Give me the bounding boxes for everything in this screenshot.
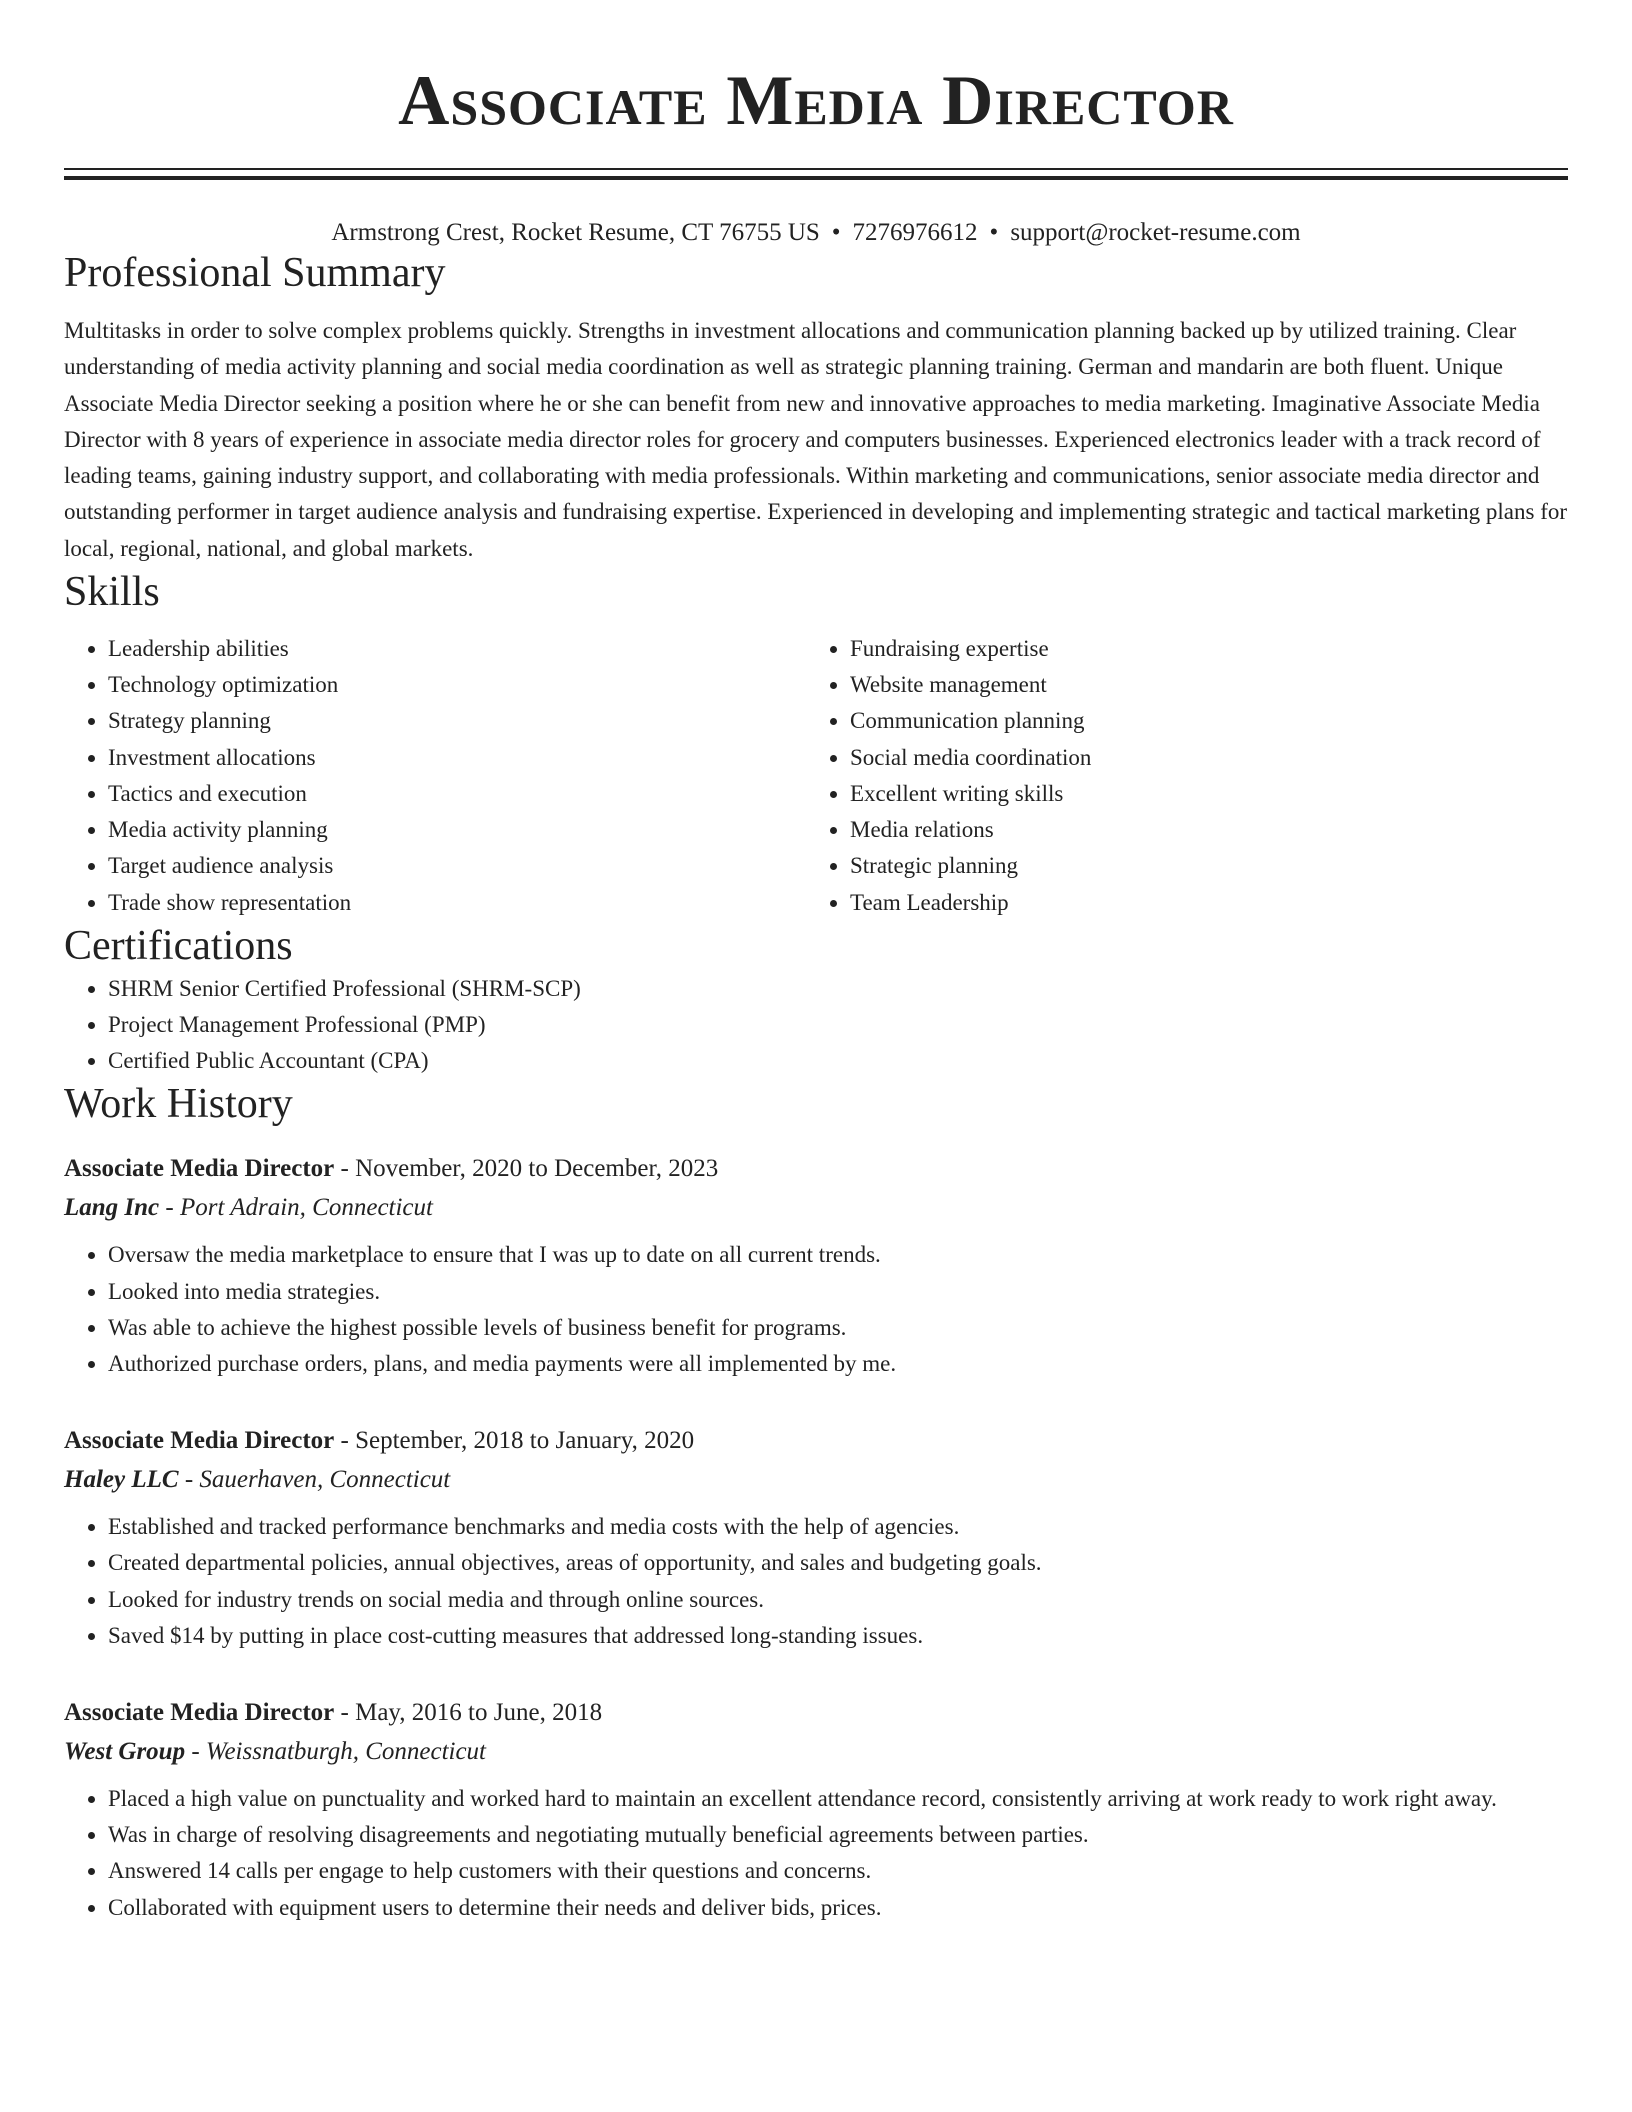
contact-address: Armstrong Crest, Rocket Resume, CT 76755 US bbox=[331, 219, 820, 246]
job-company-line bbox=[64, 1731, 1568, 1773]
job-entry bbox=[64, 1422, 1568, 1654]
job-company: West Group bbox=[64, 1737, 186, 1765]
job-bullets bbox=[64, 1237, 1568, 1382]
job-company: Lang Inc bbox=[64, 1194, 160, 1222]
skill-item: • Media relations bbox=[850, 812, 1548, 848]
certification-item: • Project Management Professional (PMP) bbox=[108, 1007, 1568, 1043]
job-dates: - May, 2016 to June, 2018 bbox=[334, 1698, 603, 1726]
skill-item: • Tactics and execution bbox=[108, 776, 806, 812]
skill-item: • Social media coordination bbox=[850, 740, 1548, 776]
skill-item: • Communication planning bbox=[850, 703, 1548, 739]
job-bullet: • Answered 14 calls per engage to help customers with their questions and concerns. bbox=[108, 1853, 1568, 1889]
skill-item: • Fundraising expertise bbox=[850, 631, 1548, 667]
skill-item: • Strategy planning bbox=[108, 703, 806, 739]
skill-item: • Technology optimization bbox=[108, 667, 806, 703]
skill-item: • Website management bbox=[850, 667, 1548, 703]
skills-heading: Skills bbox=[64, 569, 160, 616]
header-rule-thick bbox=[64, 176, 1568, 180]
skill-item: • Trade show representation bbox=[108, 885, 806, 921]
skills-column-right bbox=[806, 631, 1548, 921]
job-location: - Weissnatburgh, Connecticut bbox=[185, 1737, 486, 1765]
job-entry bbox=[64, 1150, 1568, 1382]
job-bullet: • Created departmental policies, annual objectives, areas of opportunity, and sales and budgeting goals. bbox=[108, 1545, 1568, 1581]
job-title: Associate Media Director bbox=[64, 1698, 335, 1726]
contact-line bbox=[0, 218, 1632, 248]
resume-name: Associate Media Director bbox=[398, 62, 1234, 140]
skills-list-right bbox=[806, 631, 1548, 921]
skill-item: • Strategic planning bbox=[850, 848, 1548, 884]
job-bullet: • Established and tracked performance benchmarks and media costs with the help of agencies. bbox=[108, 1509, 1568, 1545]
job-location: - Port Adrain, Connecticut bbox=[159, 1194, 433, 1222]
skill-item: • Excellent writing skills bbox=[850, 776, 1548, 812]
job-company-line bbox=[64, 1187, 1568, 1229]
job-dates: - November, 2020 to December, 2023 bbox=[334, 1155, 719, 1183]
job-bullet: • Was in charge of resolving disagreements and negotiating mutually beneficial agreements between parties. bbox=[108, 1817, 1568, 1853]
job-bullet: • Looked for industry trends on social media and through online sources. bbox=[108, 1582, 1568, 1618]
certifications-heading: Certifications bbox=[64, 922, 293, 969]
certification-item: • SHRM Senior Certified Professional (SHRM-SCP) bbox=[108, 971, 1568, 1007]
job-location: - Sauerhaven, Connecticut bbox=[178, 1466, 451, 1494]
job-header bbox=[64, 1422, 1568, 1459]
job-dates: - September, 2018 to January, 2020 bbox=[334, 1427, 695, 1455]
job-title: Associate Media Director bbox=[64, 1427, 335, 1455]
header-rule-thin bbox=[64, 168, 1568, 170]
skill-item: • Media activity planning bbox=[108, 812, 806, 848]
summary-text: Multitasks in order to solve complex problems quickly. Strengths in investment allocations and communication planning backed up by utilized training. Clear understanding of media activity planning and social media coordination as well as strategic planning training. German and mandarin are both fluent. Unique Associate Media Director seeking a position where he or she can benefit from new and innovative approaches to media marketing. Imaginative Associate Media Director with 8 years of experience in associate media director roles for grocery and computers businesses. Experienced electronics leader with a track record of leading teams, gaining industry support, and collaborating with media professionals. Within marketing and communications, senior associate media director and outstanding performer in target audience analysis and fundraising expertise. Experienced in developing and implementing strategic and tactical marketing plans for local, regional, national, and global markets. bbox=[64, 318, 1568, 561]
job-company: Haley LLC bbox=[64, 1466, 179, 1494]
certifications-list bbox=[64, 971, 1568, 1080]
job-bullets bbox=[64, 1781, 1568, 1926]
contact-email: support@rocket-resume.com bbox=[1010, 219, 1301, 246]
skills-grid bbox=[64, 631, 1568, 921]
work-history-heading: Work History bbox=[64, 1081, 293, 1128]
job-bullet: • Authorized purchase orders, plans, and media payments were all implemented by me. bbox=[108, 1346, 1568, 1382]
skill-item: • Team Leadership bbox=[850, 885, 1548, 921]
job-bullets bbox=[64, 1509, 1568, 1654]
job-entry bbox=[64, 1694, 1568, 1926]
job-bullet: • Collaborated with equipment users to determine their needs and deliver bids, prices. bbox=[108, 1890, 1568, 1926]
contact-separator: • bbox=[989, 219, 999, 246]
job-header bbox=[64, 1150, 1568, 1187]
skills-column-left bbox=[64, 631, 806, 921]
job-bullet: • Oversaw the media marketplace to ensure that I was up to date on all current trends. bbox=[108, 1237, 1568, 1273]
job-title: Associate Media Director bbox=[64, 1155, 335, 1183]
skill-item: • Leadership abilities bbox=[108, 631, 806, 667]
contact-phone: 7276976612 bbox=[852, 219, 978, 246]
contact-separator: • bbox=[831, 219, 841, 246]
job-header bbox=[64, 1694, 1568, 1731]
skill-item: • Investment allocations bbox=[108, 740, 806, 776]
summary-heading: Professional Summary bbox=[64, 250, 446, 296]
resume-content bbox=[0, 248, 1632, 1926]
job-bullet: • Looked into media strategies. bbox=[108, 1274, 1568, 1310]
job-bullet: • Saved $14 by putting in place cost-cutting measures that addressed long-standing issues. bbox=[108, 1618, 1568, 1654]
skills-list-left bbox=[64, 631, 806, 921]
job-bullet: • Was able to achieve the highest possible levels of business benefit for programs. bbox=[108, 1310, 1568, 1346]
job-bullet: • Placed a high value on punctuality and worked hard to maintain an excellent attendance record, consistently arriving at work ready to work right away. bbox=[108, 1781, 1568, 1817]
job-company-line bbox=[64, 1459, 1568, 1501]
certification-item: • Certified Public Accountant (CPA) bbox=[108, 1043, 1568, 1079]
skill-item: • Target audience analysis bbox=[108, 848, 806, 884]
